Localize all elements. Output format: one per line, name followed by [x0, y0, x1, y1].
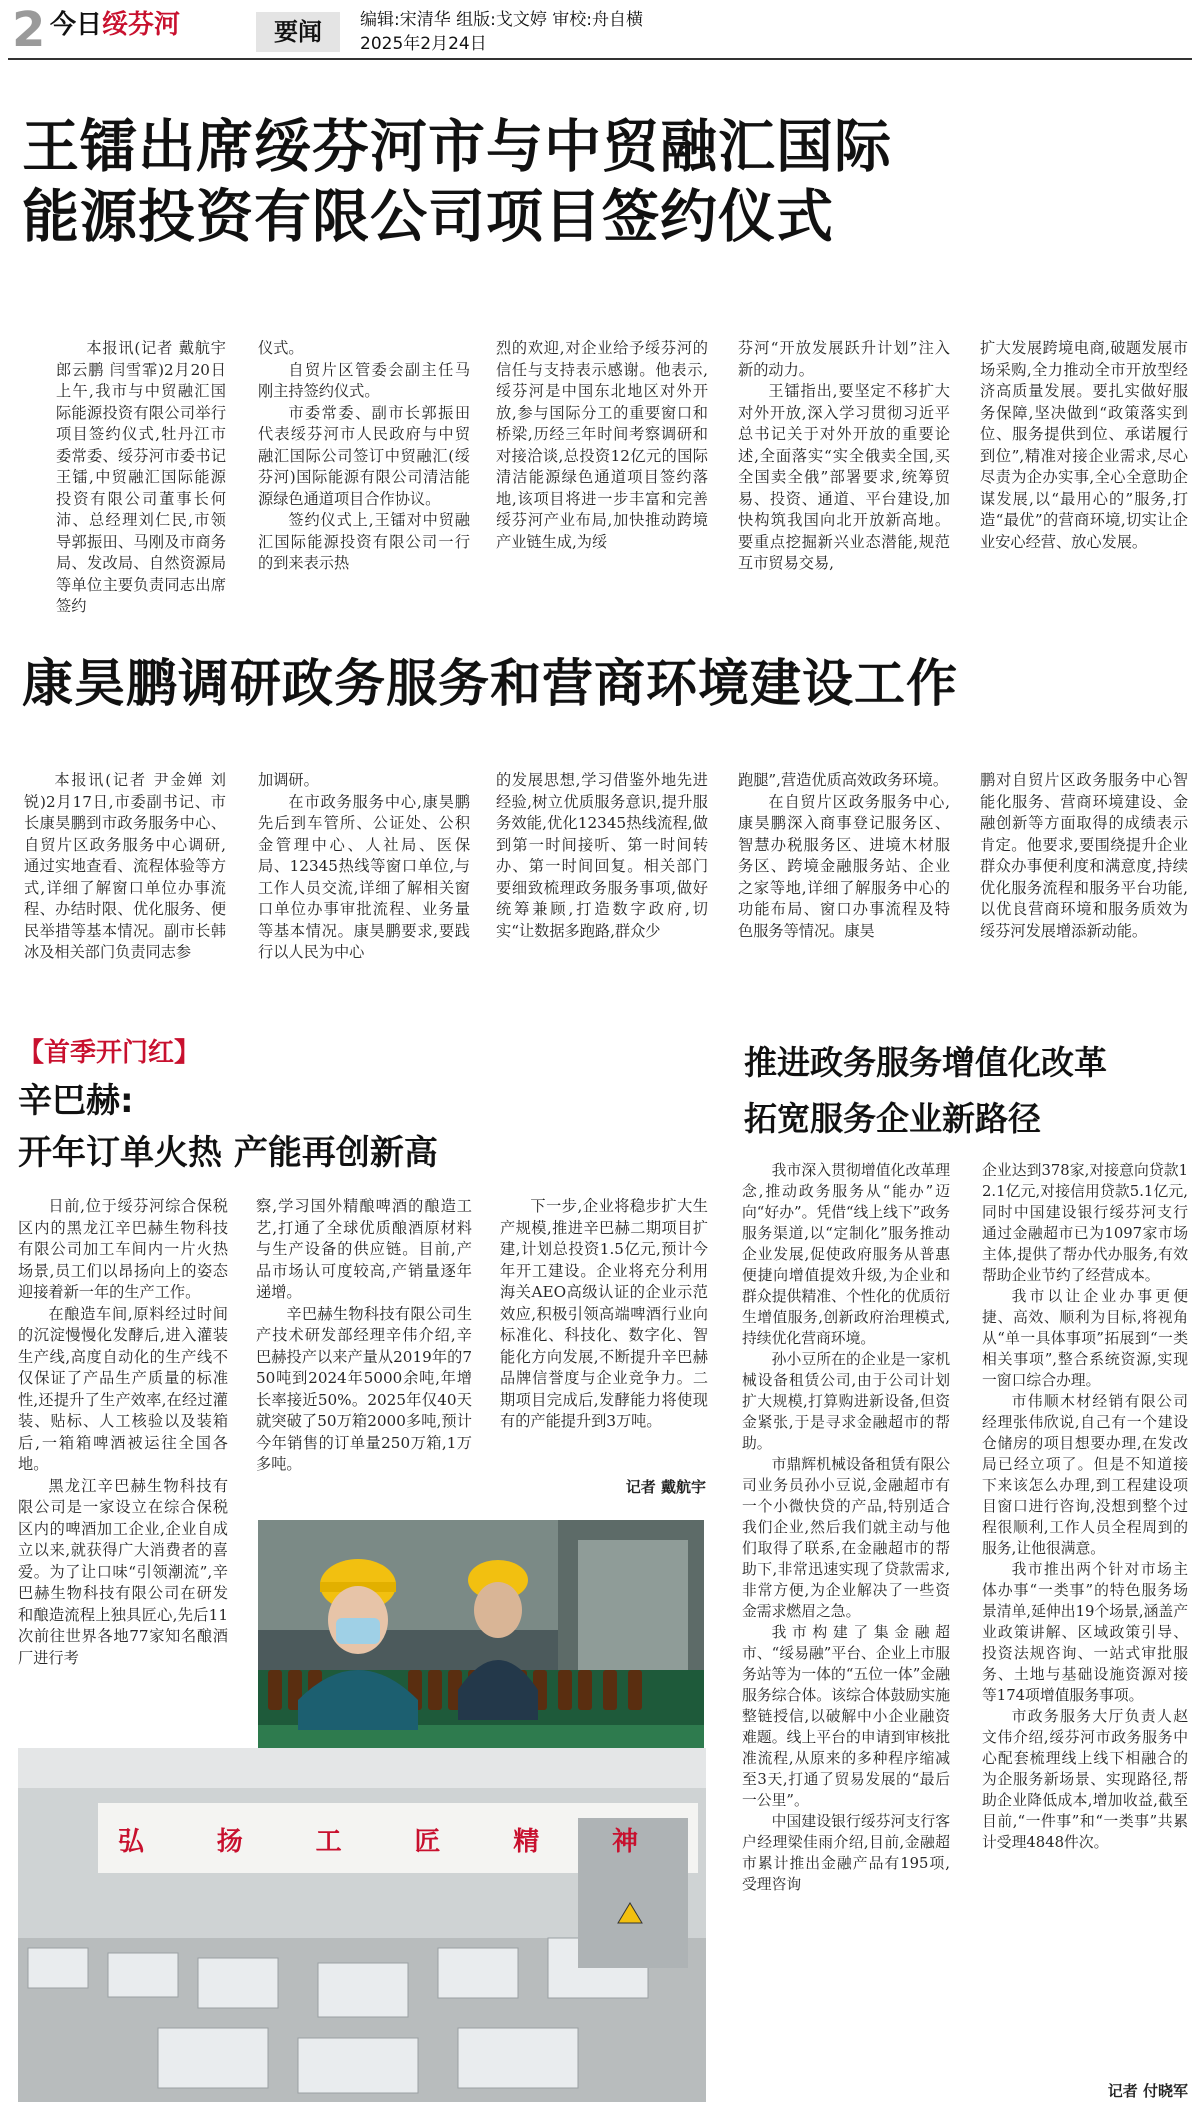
article3-p1: 日前,位于绥芬河综合保税区内的黑龙江辛巴赫生物科技有限公司加工车间内一片火热场景,员工们以昂扬向上的姿态迎接着新一年的生产工作。: [18, 1197, 228, 1301]
banner-char-4: 匠: [414, 1827, 441, 1857]
article2-p6: 在自贸片区政务服务中心,康昊鹏深入商事登记服务区、智慧办税服务区、进境木材服务区、跨境金融服务站、企业之家等地,详细了解服务中心的功能布局、窗口办事流程及特色服务等情况。康昊: [738, 792, 950, 940]
article2-col1: [24, 770, 226, 964]
article4-p3: 市鼎辉机械设备租赁有限公司业务员孙小豆说,金融超市有一个小微快贷的产品,特别适合我们企业,然后我们就主动与他们取得了联系,在金融超市的帮助下,非常迅速实现了贷款需求,非常方便,为企业解决了一些资金需求燃眉之急。: [742, 1456, 950, 1620]
article3-title-line2: 开年订单火热 产能再创新高: [18, 1133, 438, 1173]
article3-p4: 察,学习国外精酿啤酒的酿造工艺,打通了全球优质酿酒原材料与生产设备的供应链。目前,产品市场认可度较高,产销量逐年递增。: [256, 1197, 472, 1301]
article2-col2: [258, 770, 470, 964]
article4-byline: 记者 付晓军: [1107, 2082, 1188, 2100]
article1-col3: [496, 338, 708, 553]
factory-floor-photo: [18, 1748, 706, 2102]
article3-kicker: 【首季开门红】: [18, 1038, 201, 1068]
article1-title-line1: 王镭出席绥芬河市与中贸融汇国际: [22, 114, 892, 180]
logo-part1: 今日: [50, 10, 103, 40]
editors-line: 编辑:宋清华 组版:戈文婷 审校:舟自横: [360, 10, 643, 30]
banner-char-6: 神: [611, 1827, 638, 1857]
article4-col2: [982, 1160, 1188, 1853]
article3-col2: [256, 1196, 472, 1476]
article2-p2: 加调研。: [258, 771, 319, 789]
article3-p6: 下一步,企业将稳步扩大生产规模,推进辛巴赫二期项目扩建,计划总投资1.5亿元,预计今年开工建设。企业将充分利用海关AEO高级认证的企业示范效应,积极引领高端啤酒行业向标准化、科技化、数字化、智能化方向发展,不断提升辛巴赫品牌信誉度与企业竞争力。二期项目完成后,发酵能力将使现有的产能提升到3万吨。: [500, 1197, 708, 1430]
article1-col1: [56, 338, 226, 618]
article2-p3: 在市政务服务中心,康昊鹏先后到车管所、公证处、公积金管理中心、人社局、医保局、12345热线等窗口单位,与工作人员交流,详细了解相关窗口单位办事审批流程、业务量等基本情况。康昊鹏要求,要践行以人民为中心: [258, 792, 470, 961]
article1-p7: 芬河“开放发展跃升计划”注入新的动力。: [738, 339, 950, 379]
banner-char-5: 精: [513, 1827, 540, 1857]
article2-col4: [738, 770, 950, 942]
bottling-line-photo: [258, 1520, 704, 1770]
article4-p6: 企业达到378家,对接意向贷款12.1亿元,对接信用贷款5.1亿元,同时中国建设银行绥芬河支行通过金融超市已为1097家市场主体,提供了帮办代办服务,有效帮助企业节约了经营成本。: [982, 1162, 1188, 1284]
article3-col3: [500, 1196, 708, 1433]
banner-char-2: 扬: [216, 1827, 243, 1857]
article4-p1: 我市深入贯彻增值化改革理念,推动政务服务从“能办”迈向“好办”。凭借“线上线下”政务服务渠道,以“定制化”服务推动企业发展,促使政府服务从普惠便捷向增值提效升级,为企业和群众提供精准、个性化的优质衍生增值服务,创新政府治理模式,持续优化营商环境。: [742, 1162, 950, 1347]
article4-p2: 孙小豆所在的企业是一家机械设备租赁公司,由于公司计划扩大规模,打算购进新设备,但资金紧张,于是寻求金融超市的帮助。: [742, 1351, 950, 1452]
banner-char-1: 弘: [118, 1827, 145, 1857]
article4-p8: 市伟顺木材经销有限公司经理张伟欣说,自己有一个建设仓储房的项目想要办理,在发改局已经立项了。但是不知道接下来该怎么办理,到工程建设项目窗口进行咨询,没想到整个过程很顺利,工作人员全程周到的服务,让他很满意。: [982, 1393, 1188, 1557]
page-number: 2: [12, 2, 46, 58]
logo-part2: 绥芬河: [102, 10, 181, 40]
section-label: 要闻: [256, 12, 340, 52]
article3-title: [18, 1075, 438, 1179]
article1-p2: 仪式。: [258, 339, 304, 357]
article2-p4: 的发展思想,学习借鉴外地先进经验,树立优质服务意识,提升服务效能,优化12345热线流程,做到第一时间接听、第一时间转办、第一时间回复。相关部门要细致梳理政务服务事项,做好统筹兼顾,打造数字政府,切实“让数据多跑路,群众少: [496, 771, 708, 940]
article3-byline: 记者 戴航宇: [625, 1478, 706, 1496]
article3-p2: 在酿造车间,原料经过时间的沉淀慢慢化发酵后,进入灌装生产线,高度自动化的生产线不仅保证了产品生产质量的标准性,还提升了生产效率,在经过灌装、贴标、人工核验以及装箱后,一箱箱啤酒被运往全国各地。: [18, 1304, 228, 1473]
article1-col2: [258, 338, 470, 575]
banner-char-3: 工: [315, 1827, 342, 1857]
article1-p3: 自贸片区管委会副主任马刚主持签约仪式。: [258, 360, 470, 400]
article2-p7: 鹏对自贸片区政务服务中心智能化服务、营商环境建设、金融创新等方面取得的成绩表示肯定。他要求,要围绕提升企业群众办事便利度和满意度,持续优化服务流程和服务平台功能,以优良营商环境和服务质效为绥芬河发展增添新动能。: [980, 771, 1188, 940]
article4-p5: 中国建设银行绥芬河支行客户经理梁佳雨介绍,目前,金融超市累计推出金融产品有195项,受理咨询: [742, 1813, 950, 1893]
article3-col1: [18, 1196, 228, 1669]
factory-floor-photo-art: [18, 1748, 706, 2102]
article1-col4: [738, 338, 950, 575]
article4-col1: [742, 1160, 950, 1895]
article2-col5: [980, 770, 1188, 942]
article4-title-line1: 推进政务服务增值化改革: [744, 1043, 1107, 1082]
article1-p6: 烈的欢迎,对企业给予绥芬河的信任与支持表示感谢。他表示,绥芬河是中国东北地区对外开放,参与国际分工的重要窗口和桥梁,历经三年时间考察调研和对接洽谈,总投资12亿元的国际清洁能源绿色通道项目签约落地,该项目将进一步丰富和完善绥芬河产业布局,加快推动跨境产业链生成,为绥: [496, 339, 708, 551]
header-rule: [8, 58, 1192, 60]
article1-p8: 王镭指出,要坚定不移扩大对外开放,深入学习贯彻习近平总书记关于对外开放的重要论述,全面落实“实全俄卖全国,买全国卖全俄”部署要求,统筹贸易、投资、通道、平台建设,加快构筑我国向北开放新高地。要重点挖掘新兴业态潜能,规范互市贸易交易,: [738, 382, 950, 572]
factory-banner: [118, 1822, 638, 1862]
article2-title: 康昊鹏调研政务服务和营商环境建设工作: [22, 655, 959, 714]
article1-p1: 本报讯(记者 戴航宇 郎云鹏 闫雪霏)2月20日上午,我市与中贸融汇国际能源投资有限公司举行项目签约仪式,牡丹江市委常委、绥芬河市委书记王镭,中贸融汇国际能源投资有限公司董事长何沛、总经理刘仁民,市领导郭振田、马刚及市商务局、发改局、自然资源局等单位主要负责同志出席签约: [56, 339, 226, 615]
article2-col3: [496, 770, 708, 942]
date-line: 2025年2月24日: [360, 34, 487, 54]
article4-p10: 市政务服务大厅负责人赵文伟介绍,绥芬河市政务服务中心配套梳理线上线下相融合的为企服务新场景、实现路径,帮助企业降低成本,增加收益,截至目前,“一件事”和“一类事”共累计受理4848件次。: [982, 1708, 1188, 1851]
article2-p5: 跑腿”,营造优质高效政务环境。: [738, 771, 949, 789]
article3-p5: 辛巴赫生物科技有限公司生产技术研发部经理辛伟介绍,辛巴赫投产以来产量从2019年的750吨到2024年5000余吨,年增长率接近50%。2025年仅40天就突破了50万箱2000多吨,预计今年销售的订单量250万箱,1万多吨。: [256, 1304, 472, 1473]
article3-p3: 黑龙江辛巴赫生物科技有限公司是一家设立在综合保税区内的啤酒加工企业,企业自成立以来,就获得广大消费者的喜爱。为了让口味“引领潮流”,辛巴赫生物科技有限公司在研发和酿造流程上独具匠心,先后11次前往世界各地77家知名酿酒厂进行考: [18, 1476, 228, 1667]
article4-p7: 我市以让企业办事更便捷、高效、顺利为目标,将视角从“单一具体事项”拓展到“一类相关事项”,整合系统资源,实现一窗口综合办理。: [982, 1288, 1188, 1389]
header-meta: [360, 8, 643, 56]
article4-p4: 我市构建了集金融超市、“绥易融”平台、企业上市服务站等为一体的“五位一体”金融服务综合体。该综合体鼓励实施整链授信,以破解中小企业融资难题。线上平台的申请到审核批准流程,从原来的多种程序缩减至3天,打通了贸易发展的“最后一公里”。: [742, 1624, 950, 1809]
article1-p4: 市委常委、副市长郭振田代表绥芬河市人民政府与中贸融汇国际公司签订中贸融汇(绥芬河)国际能源有限公司清洁能源绿色通道项目合作协议。: [258, 403, 470, 508]
article1-p9: 扩大发展跨境电商,破题发展市场采购,全力推动全市开放型经济高质量发展。要扎实做好服务保障,坚决做到“政策落实到位、服务提供到位、承诺履行到位”,精准对接企业需求,尽心尽责为企办实事,全心全意助企谋发展,以“最用心的”服务,打造“最优”的营商环境,切实让企业安心经营、放心发展。: [980, 339, 1188, 551]
article2-p1: 本报讯(记者 尹金婵 刘锐)2月17日,市委副书记、市长康昊鹏到市政务服务中心、自贸片区政务服务中心调研,通过实地查看、流程体验等方式,详细了解窗口单位办事流程、办结时限、优化服务、便民举措等基本情况。副市长韩冰及相关部门负责同志参: [24, 771, 226, 961]
bottling-line-photo-art: [258, 1520, 704, 1770]
newspaper-logo: [50, 10, 180, 41]
article1-col5: [980, 338, 1188, 553]
article1-title-line2: 能源投资有限公司项目签约仪式: [22, 184, 834, 250]
article1-p5: 签约仪式上,王镭对中贸融汇国际能源投资有限公司一行的到来表示热: [258, 511, 470, 572]
article3-title-line1: 辛巴赫:: [18, 1081, 134, 1121]
article4-title-line2: 拓宽服务企业新路径: [744, 1099, 1041, 1138]
article4-p9: 我市推出两个针对市场主体办事“一类事”的特色服务场景清单,延伸出19个场景,涵盖产业政策讲解、区域政策引导、投资法规咨询、一站式审批服务、土地与基础设施资源对接等174项增值服务事项。: [982, 1561, 1188, 1704]
article4-title: [744, 1035, 1107, 1147]
article1-title: [22, 112, 892, 252]
